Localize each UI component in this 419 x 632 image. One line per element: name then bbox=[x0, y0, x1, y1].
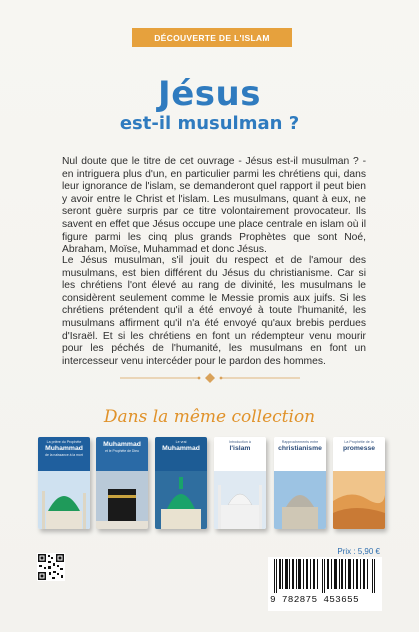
domed-building-illustration bbox=[274, 471, 326, 529]
white-mosque-illustration bbox=[214, 471, 266, 529]
qr-code-icon bbox=[37, 553, 65, 581]
paragraph-2: Le Jésus musulman, s'il jouit du respect et de l'amour des musulmans, est bien différent du Jésus du christianisme. Car si les chrétiens l'ont élevé au rang de divinité, les musulmans le considèrent seulement comme le Messie promis aux juifs. Si les chrétiens prétendent qu'il a été envoyé à toute l'humanité, les musulmans affirment qu'il n'a été envoyé qu'aux brebis perdues d'Israël. Et si les chrétiens en font un rédempteur venu mourir pour les péchés de l'humanité, les musulmans en font un intercesseur venu intercéder pour le pardon des hommes. bbox=[62, 255, 366, 367]
paragraph-1: Nul doute que le titre de cet ouvrage - Jésus est-il musulman ? - en intriguera plus d'un, en particulier parmi les chrétiens qui, dans leur ignorance de l'islam, se demanderont quel rapport il peut bien y avoir entre le Christ et l'islam. Les musulmans, quant à eux, ne seront guère surpris par ce titre volontairement provocateur. Ils savent en effet que Jésus occupe une place centrale en islam où il figure parmi les cinq plus grands Prophètes que sont Noé, Abraham, Moïse, Muhammad et donc Jésus. bbox=[62, 156, 366, 256]
book-cover[interactable] bbox=[155, 437, 207, 529]
kaaba-illustration bbox=[96, 471, 148, 529]
mosque-dome-illustration bbox=[38, 471, 90, 529]
green-dome-illustration bbox=[155, 471, 207, 529]
book-cover-header: La prière du Prophète Muhammad de la naissance à la mort bbox=[38, 437, 90, 471]
collection-heading: Dans la même collection bbox=[103, 407, 316, 427]
book-cover-header: Le vrai Muhammad bbox=[155, 437, 207, 471]
book-cover[interactable] bbox=[333, 437, 385, 529]
book-cover[interactable] bbox=[214, 437, 266, 529]
book-cover-header: Rapprochements entre christianisme bbox=[274, 437, 326, 471]
title-line-2: est-il musulman ? bbox=[119, 113, 300, 134]
book-cover[interactable] bbox=[38, 437, 90, 529]
book-cover-header: La Prophétie de la promesse bbox=[333, 437, 385, 471]
book-cover[interactable] bbox=[274, 437, 326, 529]
book-cover-header: Muhammad et le Prophète de Dieu bbox=[96, 437, 148, 471]
collection-banner: DÉCOUVERTE DE L'ISLAM bbox=[132, 28, 292, 47]
price-label: Prix : 5,90 € bbox=[337, 547, 380, 556]
book-carousel bbox=[38, 437, 383, 533]
desert-dunes-illustration bbox=[333, 471, 385, 529]
title-line-1: Jésus bbox=[158, 74, 261, 114]
ornament-divider bbox=[120, 371, 300, 385]
isbn-digits: 9 782875 453655 bbox=[270, 594, 359, 605]
barcode-icon bbox=[268, 557, 382, 593]
book-cover[interactable] bbox=[96, 437, 148, 529]
book-cover-header: Introduction à l'islam bbox=[214, 437, 266, 471]
